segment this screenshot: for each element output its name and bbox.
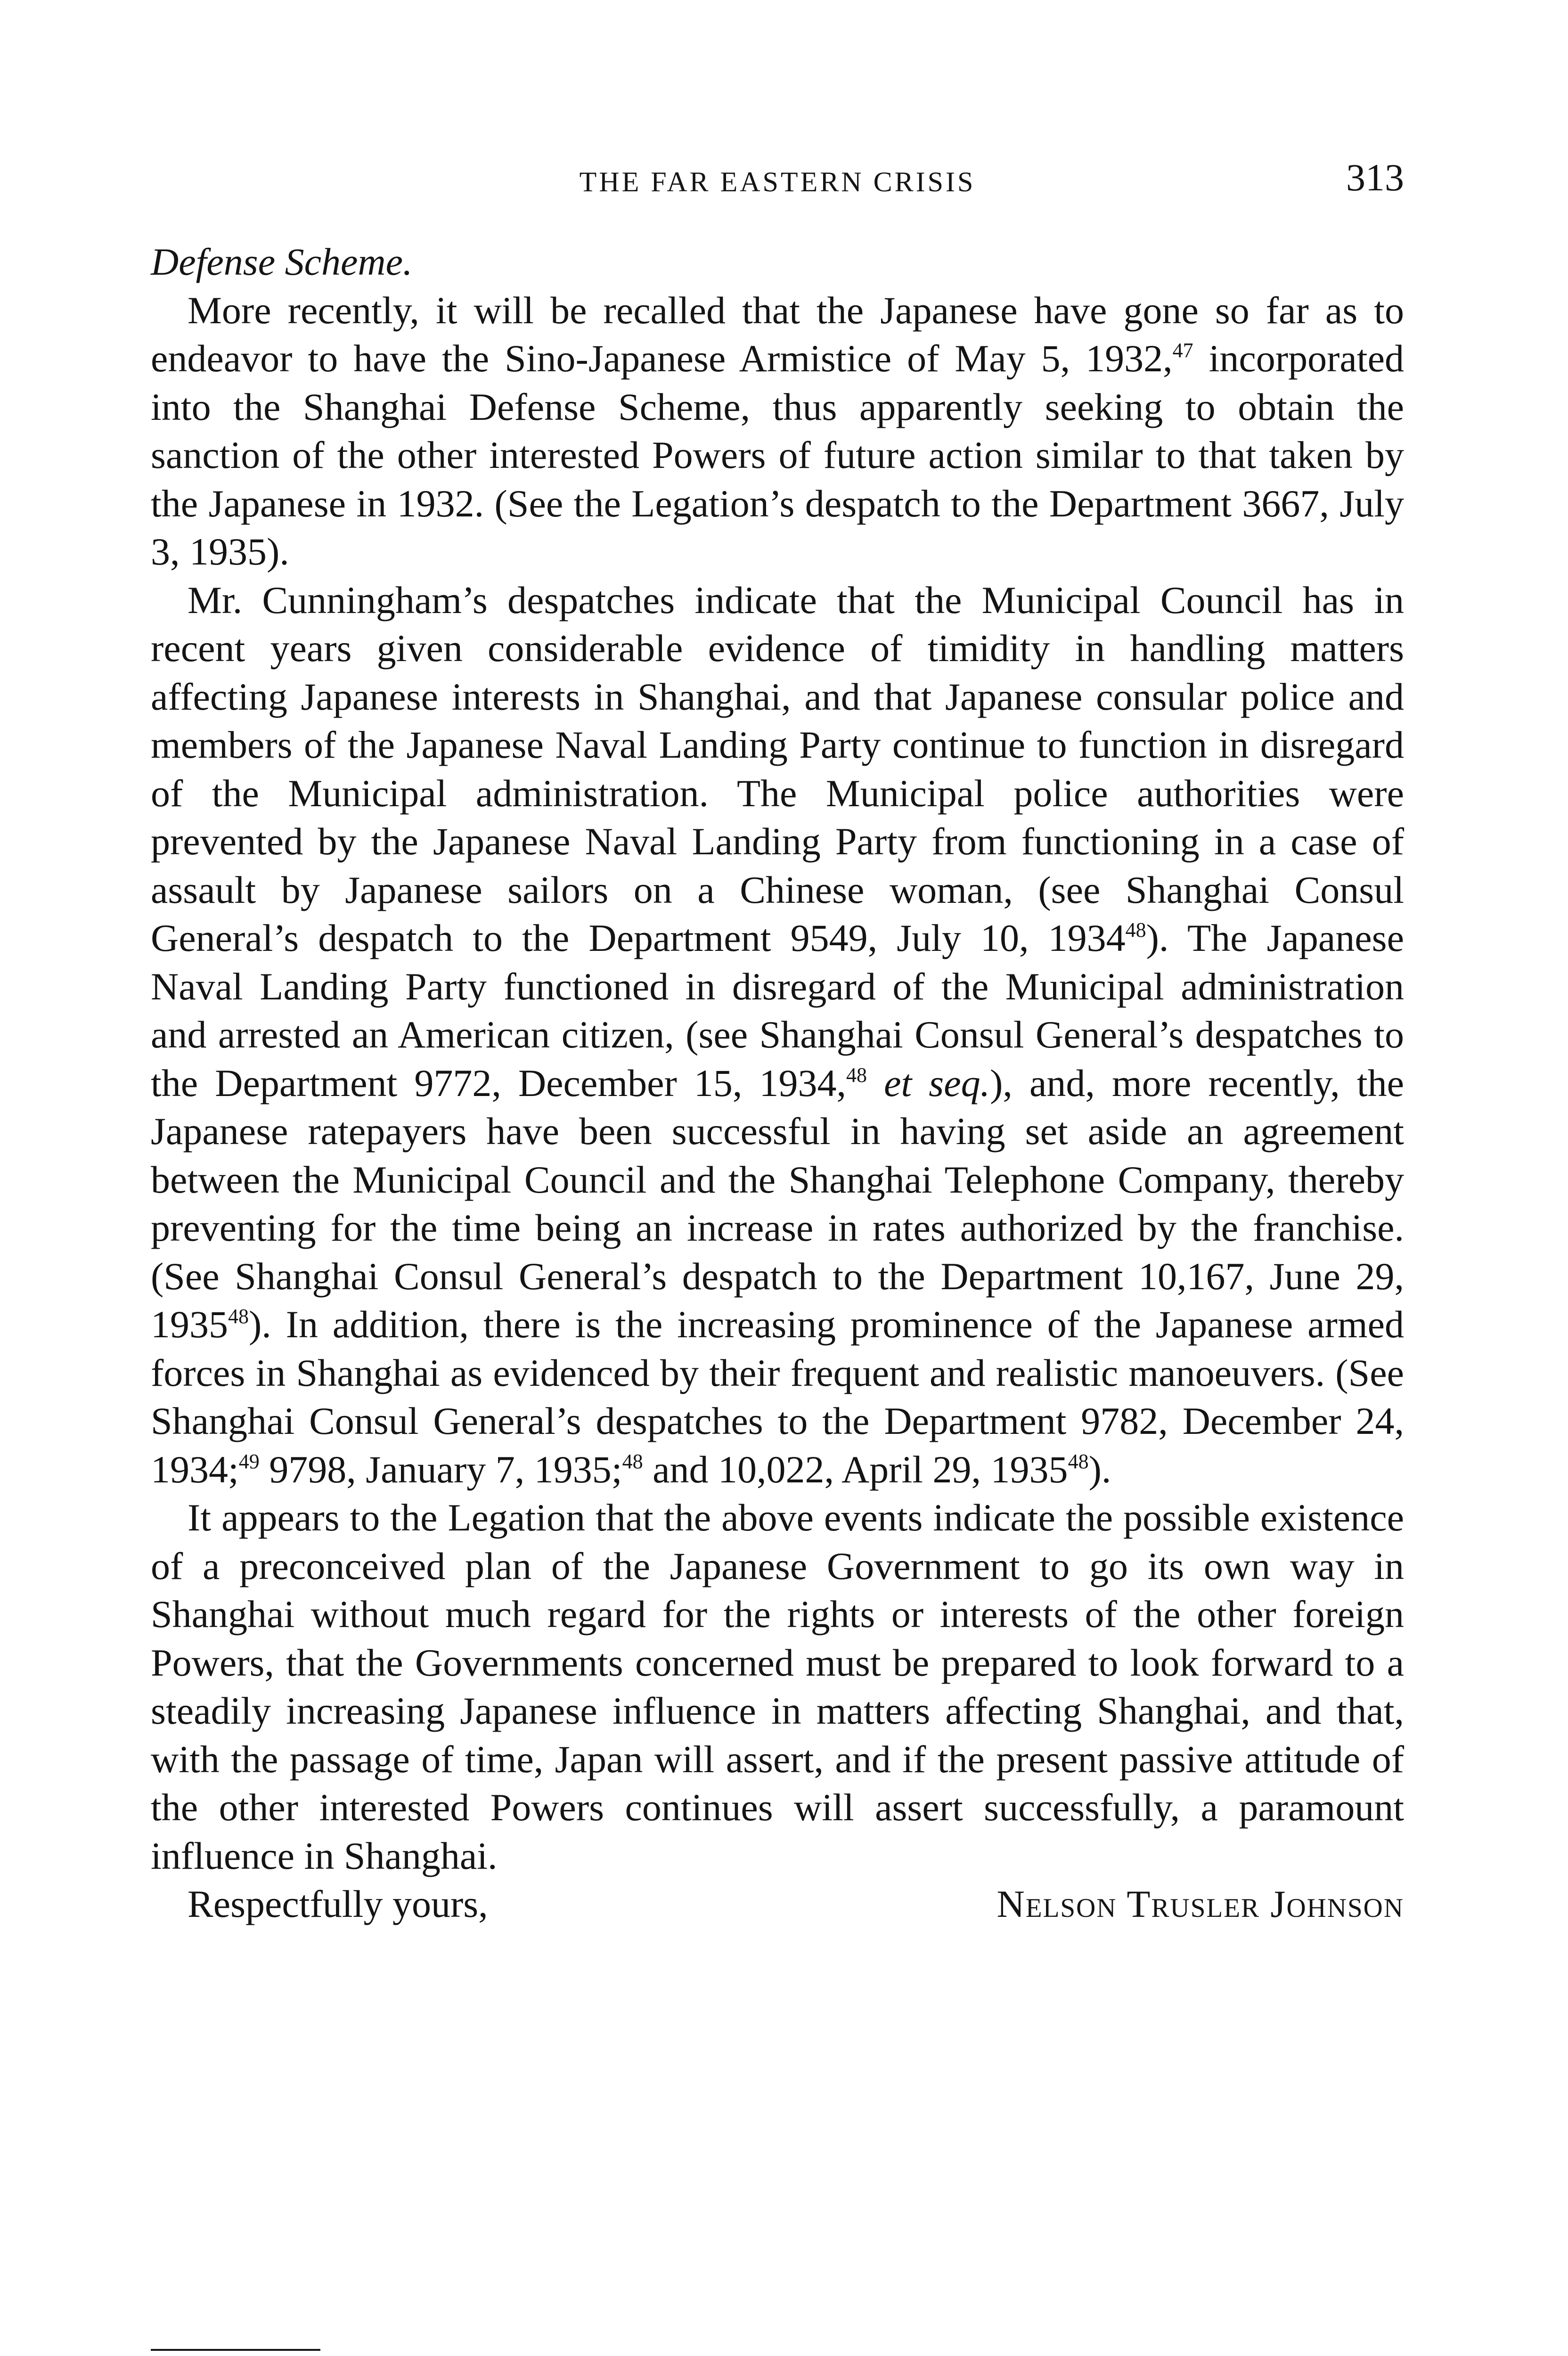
et-seq: et seq. — [884, 1061, 990, 1104]
running-title: THE FAR EASTERN CRISIS — [579, 166, 976, 197]
paragraph-2 — [151, 576, 1404, 1494]
footnote-ref-48-b: 48 — [846, 1063, 867, 1087]
footnote-ref-47: 47 — [1172, 339, 1193, 362]
page-number: 313 — [1346, 156, 1404, 199]
closing: Respectfully yours, — [188, 1882, 488, 1925]
paragraph-1 — [151, 286, 1404, 576]
body-text — [151, 238, 1404, 1929]
closing-line — [151, 1880, 1404, 1929]
paragraph-2-text-c: ), and, more recently, the Japanese ratepayers have been successful in having set aside an agreement between the Municipal Council and the Shanghai Telephone Company, thereby preventing for the time being an increase in rates authorized by the franchise. (See Shanghai Consul General’s despatch to the Department 10,167, June 29, 1935 — [151, 1061, 1405, 1346]
footnote-ref-48-e: 48 — [1068, 1449, 1089, 1473]
paragraph-3: It appears to the Legation that the above events indicate the possible existence of a preconceived plan of the Japanese Government to go its own way in Shanghai without much regard for the rights or interests of the other foreign Powers, that the Governments concerned must be prepared to look forward to a steadily increasing Japanese influence in matters affecting Shanghai, and that, with the passage of time, Japan will assert, and if the present passive attitude of the other interested Powers continues will assert successfully, a paramount influence in Shanghai. — [151, 1496, 1404, 1877]
paragraph-2-text-f: and 10,022, April 29, 1935 — [643, 1448, 1068, 1491]
paragraph-1-text-b: incorporated into the Shanghai Defense Scheme, thus apparently seeking to obtain the sanction of the other interested Powers of future action similar to that taken by the Japanese in 1932. (See the Legation’s despatch to the Department 3667, July 3, 1935). — [151, 337, 1404, 573]
paragraph-2-text-a: Mr. Cunningham’s despatches indicate that the Municipal Council has in recent years given considerable evidence of timidity in handling matters affecting Japanese interests in Shanghai, and that Japanese consular police and members of the Japanese Naval Landing Party continue to function in disregard of the Municipal administration. The Municipal police authorities were prevented by the Japanese Naval Landing Party from functioning in a case of assault by Japanese sailors on a Chinese woman, (see Shanghai Consul General’s despatch to the Department 9549, July 10, 1934 — [151, 578, 1404, 959]
paragraph-2-text-d: ). In addition, there is the increasing prominence of the Japanese armed forces in Shanghai as evidenced by their frequent and realistic manoeuvers. (See Shanghai Consul General’s despatches to the Department 9782, December 24, 1934; — [151, 1303, 1404, 1491]
running-head — [151, 155, 1404, 207]
footnote-ref-48-a: 48 — [1125, 918, 1146, 941]
signature: Nelson Trusler Johnson — [996, 1882, 1404, 1925]
paragraph-2-text-e: 9798, January 7, 1935; — [259, 1448, 622, 1491]
paragraph-1-text-a: More recently, it will be recalled that the Japanese have gone so far as to endeavor to have the Sino-Japanese Armistice of May 5, 1932, — [151, 288, 1404, 380]
footnote-ref-49: 49 — [238, 1449, 260, 1473]
section-lead-in: Defense Scheme. — [151, 240, 413, 283]
footnote-rule — [151, 2349, 320, 2351]
paragraph-2-text-g: ). — [1088, 1448, 1111, 1491]
footnote-ref-48-c: 48 — [228, 1305, 249, 1328]
footnote-ref-48-d: 48 — [622, 1449, 643, 1473]
paragraph-2-text-b: ). The Japanese Naval Landing Party functioned in disregard of the Municipal administration and arrested an American citizen, (see Shanghai Consul General’s despatches to the Department 9772, December 15, 1934, — [151, 916, 1404, 1104]
